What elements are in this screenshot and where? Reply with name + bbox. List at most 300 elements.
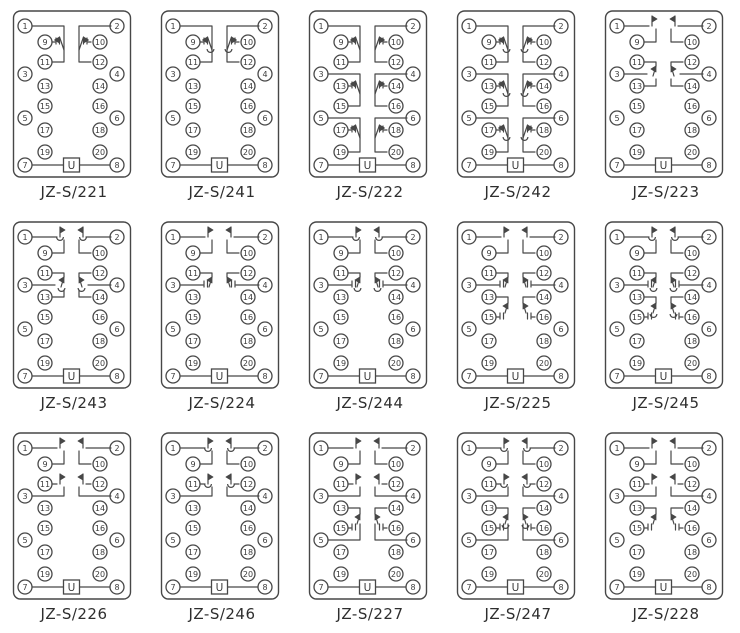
terminal-16 bbox=[93, 521, 107, 535]
svg-text:U: U bbox=[215, 581, 224, 594]
svg-text:1: 1 bbox=[170, 443, 176, 453]
svg-text:15: 15 bbox=[631, 101, 643, 111]
terminal-1 bbox=[166, 441, 180, 455]
svg-text:1: 1 bbox=[170, 21, 176, 31]
relay-wiring-diagram bbox=[296, 211, 444, 389]
svg-text:6: 6 bbox=[410, 535, 416, 545]
diagram-cell bbox=[0, 422, 148, 633]
svg-text:15: 15 bbox=[335, 312, 347, 322]
svg-text:7: 7 bbox=[318, 371, 324, 381]
terminal-16 bbox=[685, 521, 699, 535]
svg-text:12: 12 bbox=[390, 479, 402, 489]
svg-text:15: 15 bbox=[335, 101, 347, 111]
svg-text:18: 18 bbox=[538, 336, 550, 346]
terminal-16 bbox=[685, 310, 699, 324]
svg-text:3: 3 bbox=[22, 491, 28, 501]
terminal-6 bbox=[406, 533, 420, 547]
svg-text:2: 2 bbox=[114, 21, 120, 31]
terminal-8 bbox=[702, 158, 716, 172]
svg-text:5: 5 bbox=[318, 324, 324, 334]
svg-text:3: 3 bbox=[466, 280, 472, 290]
svg-text:14: 14 bbox=[686, 292, 698, 302]
svg-text:17: 17 bbox=[335, 336, 347, 346]
relay-wiring-diagram bbox=[0, 422, 148, 600]
svg-text:11: 11 bbox=[631, 57, 643, 67]
svg-text:12: 12 bbox=[390, 268, 402, 278]
svg-text:16: 16 bbox=[390, 101, 402, 111]
svg-text:13: 13 bbox=[631, 503, 643, 513]
terminal-10 bbox=[241, 35, 255, 49]
terminal-19 bbox=[482, 145, 496, 159]
terminal-4 bbox=[554, 67, 568, 81]
diagram-label: JZ-S/243 bbox=[40, 394, 108, 412]
terminal-11 bbox=[630, 477, 644, 491]
svg-text:20: 20 bbox=[538, 569, 550, 579]
terminal-13 bbox=[482, 501, 496, 515]
svg-text:3: 3 bbox=[614, 491, 620, 501]
svg-text:16: 16 bbox=[390, 312, 402, 322]
terminal-19 bbox=[482, 356, 496, 370]
terminal-8 bbox=[702, 580, 716, 594]
svg-text:4: 4 bbox=[262, 69, 268, 79]
terminal-1 bbox=[166, 230, 180, 244]
svg-text:20: 20 bbox=[538, 147, 550, 157]
terminal-15 bbox=[482, 310, 496, 324]
svg-text:17: 17 bbox=[631, 125, 643, 135]
terminal-1 bbox=[166, 19, 180, 33]
terminal-9 bbox=[482, 35, 496, 49]
terminal-17 bbox=[334, 123, 348, 137]
terminal-9 bbox=[186, 457, 200, 471]
terminal-20 bbox=[93, 145, 107, 159]
svg-text:10: 10 bbox=[538, 37, 550, 47]
svg-text:17: 17 bbox=[39, 125, 51, 135]
terminal-1 bbox=[462, 230, 476, 244]
relay-wiring-diagram bbox=[148, 0, 296, 178]
terminal-7 bbox=[18, 369, 32, 383]
terminal-19 bbox=[482, 567, 496, 581]
terminal-14 bbox=[241, 501, 255, 515]
svg-text:13: 13 bbox=[335, 292, 347, 302]
svg-text:8: 8 bbox=[410, 582, 416, 592]
svg-text:16: 16 bbox=[686, 523, 698, 533]
svg-text:U: U bbox=[67, 581, 76, 594]
terminal-10 bbox=[241, 246, 255, 260]
svg-text:7: 7 bbox=[22, 160, 28, 170]
terminal-4 bbox=[258, 278, 272, 292]
terminal-4 bbox=[406, 489, 420, 503]
svg-text:19: 19 bbox=[483, 569, 495, 579]
terminal-9 bbox=[334, 457, 348, 471]
terminal-18 bbox=[93, 334, 107, 348]
svg-text:1: 1 bbox=[22, 232, 28, 242]
terminal-18 bbox=[389, 334, 403, 348]
svg-text:U: U bbox=[511, 159, 520, 172]
svg-text:6: 6 bbox=[114, 113, 120, 123]
terminal-8 bbox=[110, 158, 124, 172]
power-terminal-u bbox=[64, 369, 80, 383]
terminal-3 bbox=[314, 489, 328, 503]
terminal-14 bbox=[93, 79, 107, 93]
terminal-1 bbox=[462, 441, 476, 455]
terminal-10 bbox=[93, 457, 107, 471]
svg-text:9: 9 bbox=[634, 248, 640, 258]
terminal-1 bbox=[314, 230, 328, 244]
svg-text:12: 12 bbox=[94, 268, 106, 278]
terminal-2 bbox=[702, 19, 716, 33]
svg-text:6: 6 bbox=[410, 324, 416, 334]
svg-text:1: 1 bbox=[318, 443, 324, 453]
diagram-label: JZ-S/228 bbox=[632, 605, 700, 623]
svg-text:U: U bbox=[363, 370, 372, 383]
svg-text:14: 14 bbox=[242, 81, 254, 91]
svg-text:19: 19 bbox=[631, 147, 643, 157]
svg-text:19: 19 bbox=[335, 569, 347, 579]
terminal-10 bbox=[389, 457, 403, 471]
terminal-4 bbox=[702, 67, 716, 81]
svg-text:15: 15 bbox=[39, 523, 51, 533]
terminal-7 bbox=[462, 369, 476, 383]
svg-text:9: 9 bbox=[190, 37, 196, 47]
svg-text:18: 18 bbox=[242, 336, 254, 346]
terminal-19 bbox=[186, 356, 200, 370]
svg-text:4: 4 bbox=[114, 69, 120, 79]
terminal-7 bbox=[610, 580, 624, 594]
svg-text:3: 3 bbox=[614, 280, 620, 290]
power-terminal-u bbox=[212, 369, 228, 383]
svg-text:16: 16 bbox=[686, 312, 698, 322]
terminal-7 bbox=[166, 158, 180, 172]
terminal-20 bbox=[389, 567, 403, 581]
svg-text:8: 8 bbox=[114, 160, 120, 170]
terminal-7 bbox=[610, 369, 624, 383]
terminal-9 bbox=[38, 246, 52, 260]
diagram-label: JZ-S/221 bbox=[40, 183, 108, 201]
svg-text:18: 18 bbox=[94, 336, 106, 346]
svg-text:11: 11 bbox=[483, 268, 495, 278]
svg-text:19: 19 bbox=[39, 569, 51, 579]
terminal-15 bbox=[186, 521, 200, 535]
svg-text:18: 18 bbox=[686, 336, 698, 346]
terminal-16 bbox=[241, 99, 255, 113]
svg-text:3: 3 bbox=[318, 280, 324, 290]
power-terminal-u bbox=[508, 158, 524, 172]
svg-text:15: 15 bbox=[483, 312, 495, 322]
terminal-7 bbox=[314, 369, 328, 383]
relay-wiring-diagram bbox=[444, 422, 592, 600]
svg-text:6: 6 bbox=[410, 113, 416, 123]
svg-text:14: 14 bbox=[94, 292, 106, 302]
svg-text:3: 3 bbox=[466, 69, 472, 79]
svg-text:1: 1 bbox=[318, 232, 324, 242]
terminal-13 bbox=[334, 501, 348, 515]
terminal-16 bbox=[241, 521, 255, 535]
terminal-8 bbox=[258, 580, 272, 594]
svg-text:4: 4 bbox=[410, 491, 416, 501]
relay-wiring-diagram bbox=[592, 422, 740, 600]
terminal-10 bbox=[93, 246, 107, 260]
terminal-5 bbox=[610, 322, 624, 336]
terminal-7 bbox=[18, 158, 32, 172]
diagram-cell bbox=[296, 0, 444, 211]
terminal-9 bbox=[482, 457, 496, 471]
svg-text:16: 16 bbox=[538, 523, 550, 533]
svg-text:17: 17 bbox=[483, 547, 495, 557]
svg-text:6: 6 bbox=[262, 324, 268, 334]
terminal-7 bbox=[462, 580, 476, 594]
terminal-11 bbox=[630, 55, 644, 69]
terminal-5 bbox=[166, 533, 180, 547]
terminal-13 bbox=[630, 79, 644, 93]
terminal-6 bbox=[702, 322, 716, 336]
terminal-11 bbox=[482, 266, 496, 280]
terminal-4 bbox=[110, 67, 124, 81]
terminal-14 bbox=[93, 290, 107, 304]
terminal-18 bbox=[93, 123, 107, 137]
power-terminal-u bbox=[64, 580, 80, 594]
terminal-18 bbox=[537, 545, 551, 559]
terminal-18 bbox=[241, 123, 255, 137]
relay-wiring-diagram bbox=[0, 211, 148, 389]
terminal-5 bbox=[462, 111, 476, 125]
terminal-18 bbox=[685, 545, 699, 559]
terminal-6 bbox=[554, 533, 568, 547]
svg-text:19: 19 bbox=[335, 358, 347, 368]
terminal-3 bbox=[610, 278, 624, 292]
terminal-15 bbox=[38, 521, 52, 535]
svg-text:11: 11 bbox=[39, 479, 51, 489]
svg-text:3: 3 bbox=[318, 69, 324, 79]
svg-text:5: 5 bbox=[614, 113, 620, 123]
terminal-13 bbox=[186, 501, 200, 515]
terminal-8 bbox=[702, 369, 716, 383]
terminal-12 bbox=[685, 55, 699, 69]
relay-wiring-diagram bbox=[296, 0, 444, 178]
svg-text:14: 14 bbox=[390, 503, 402, 513]
svg-text:19: 19 bbox=[187, 147, 199, 157]
svg-text:17: 17 bbox=[483, 336, 495, 346]
relay-wiring-diagram bbox=[296, 422, 444, 600]
svg-text:4: 4 bbox=[558, 491, 564, 501]
terminal-7 bbox=[610, 158, 624, 172]
svg-text:9: 9 bbox=[338, 459, 344, 469]
terminal-10 bbox=[93, 35, 107, 49]
svg-text:10: 10 bbox=[686, 248, 698, 258]
terminal-3 bbox=[166, 67, 180, 81]
terminal-19 bbox=[186, 567, 200, 581]
diagram-label: JZ-S/227 bbox=[336, 605, 404, 623]
terminal-20 bbox=[685, 567, 699, 581]
svg-text:10: 10 bbox=[686, 37, 698, 47]
svg-text:10: 10 bbox=[242, 459, 254, 469]
svg-text:16: 16 bbox=[538, 101, 550, 111]
terminal-15 bbox=[38, 99, 52, 113]
svg-text:2: 2 bbox=[262, 232, 268, 242]
terminal-9 bbox=[38, 35, 52, 49]
svg-text:20: 20 bbox=[390, 569, 402, 579]
svg-text:U: U bbox=[67, 159, 76, 172]
terminal-2 bbox=[554, 441, 568, 455]
terminal-20 bbox=[389, 356, 403, 370]
diagram-cell bbox=[296, 211, 444, 422]
svg-text:8: 8 bbox=[558, 160, 564, 170]
svg-text:9: 9 bbox=[42, 459, 48, 469]
terminal-8 bbox=[554, 158, 568, 172]
terminal-6 bbox=[554, 322, 568, 336]
svg-text:15: 15 bbox=[187, 312, 199, 322]
svg-text:5: 5 bbox=[466, 113, 472, 123]
terminal-11 bbox=[482, 55, 496, 69]
svg-text:4: 4 bbox=[262, 280, 268, 290]
terminal-18 bbox=[685, 123, 699, 137]
terminal-12 bbox=[93, 477, 107, 491]
svg-text:7: 7 bbox=[170, 160, 176, 170]
svg-text:19: 19 bbox=[631, 358, 643, 368]
svg-text:8: 8 bbox=[558, 371, 564, 381]
svg-text:16: 16 bbox=[242, 312, 254, 322]
diagram-cell bbox=[592, 211, 740, 422]
svg-text:13: 13 bbox=[39, 81, 51, 91]
svg-text:7: 7 bbox=[318, 160, 324, 170]
terminal-6 bbox=[554, 111, 568, 125]
terminal-11 bbox=[38, 55, 52, 69]
svg-text:7: 7 bbox=[614, 371, 620, 381]
svg-text:12: 12 bbox=[538, 268, 550, 278]
terminal-4 bbox=[406, 67, 420, 81]
terminal-4 bbox=[554, 278, 568, 292]
terminal-17 bbox=[38, 334, 52, 348]
terminal-17 bbox=[482, 123, 496, 137]
svg-text:13: 13 bbox=[335, 81, 347, 91]
terminal-4 bbox=[110, 278, 124, 292]
terminal-5 bbox=[610, 111, 624, 125]
terminal-16 bbox=[537, 521, 551, 535]
terminal-18 bbox=[685, 334, 699, 348]
terminal-2 bbox=[110, 19, 124, 33]
terminal-9 bbox=[630, 35, 644, 49]
terminal-3 bbox=[314, 67, 328, 81]
terminal-12 bbox=[389, 55, 403, 69]
svg-text:12: 12 bbox=[538, 479, 550, 489]
svg-text:2: 2 bbox=[558, 21, 564, 31]
terminal-9 bbox=[630, 457, 644, 471]
svg-text:15: 15 bbox=[483, 523, 495, 533]
terminal-15 bbox=[482, 99, 496, 113]
terminal-2 bbox=[258, 441, 272, 455]
terminal-7 bbox=[18, 580, 32, 594]
diagram-cell bbox=[592, 422, 740, 633]
power-terminal-u bbox=[64, 158, 80, 172]
svg-text:13: 13 bbox=[483, 81, 495, 91]
svg-text:10: 10 bbox=[686, 459, 698, 469]
terminal-2 bbox=[406, 230, 420, 244]
svg-text:20: 20 bbox=[242, 569, 254, 579]
svg-text:12: 12 bbox=[242, 479, 254, 489]
svg-text:3: 3 bbox=[170, 280, 176, 290]
terminal-13 bbox=[482, 79, 496, 93]
terminal-19 bbox=[630, 145, 644, 159]
svg-text:U: U bbox=[511, 370, 520, 383]
svg-text:18: 18 bbox=[390, 547, 402, 557]
svg-text:15: 15 bbox=[483, 101, 495, 111]
terminal-5 bbox=[314, 111, 328, 125]
terminal-3 bbox=[18, 67, 32, 81]
svg-text:20: 20 bbox=[94, 358, 106, 368]
svg-text:13: 13 bbox=[39, 292, 51, 302]
svg-text:20: 20 bbox=[242, 147, 254, 157]
svg-text:U: U bbox=[215, 370, 224, 383]
svg-text:19: 19 bbox=[631, 569, 643, 579]
svg-text:16: 16 bbox=[390, 523, 402, 533]
diagram-cell bbox=[592, 0, 740, 211]
svg-text:10: 10 bbox=[242, 37, 254, 47]
diagram-cell bbox=[444, 211, 592, 422]
terminal-4 bbox=[554, 489, 568, 503]
terminal-18 bbox=[241, 545, 255, 559]
terminal-3 bbox=[610, 489, 624, 503]
svg-text:10: 10 bbox=[242, 248, 254, 258]
svg-text:1: 1 bbox=[614, 232, 620, 242]
terminal-19 bbox=[186, 145, 200, 159]
svg-text:12: 12 bbox=[242, 268, 254, 278]
svg-text:5: 5 bbox=[170, 113, 176, 123]
terminal-18 bbox=[241, 334, 255, 348]
svg-text:20: 20 bbox=[390, 358, 402, 368]
svg-text:5: 5 bbox=[466, 535, 472, 545]
svg-text:5: 5 bbox=[614, 324, 620, 334]
svg-text:U: U bbox=[659, 581, 668, 594]
terminal-17 bbox=[186, 334, 200, 348]
terminal-17 bbox=[38, 545, 52, 559]
svg-text:7: 7 bbox=[614, 582, 620, 592]
terminal-14 bbox=[685, 290, 699, 304]
terminal-6 bbox=[258, 533, 272, 547]
svg-text:15: 15 bbox=[39, 101, 51, 111]
svg-text:16: 16 bbox=[94, 101, 106, 111]
terminal-5 bbox=[462, 533, 476, 547]
svg-text:12: 12 bbox=[94, 57, 106, 67]
diagram-label: JZ-S/241 bbox=[188, 183, 256, 201]
svg-text:1: 1 bbox=[466, 232, 472, 242]
terminal-13 bbox=[482, 290, 496, 304]
terminal-10 bbox=[241, 457, 255, 471]
svg-text:18: 18 bbox=[686, 125, 698, 135]
svg-text:11: 11 bbox=[187, 479, 199, 489]
terminal-4 bbox=[406, 278, 420, 292]
svg-text:14: 14 bbox=[94, 81, 106, 91]
terminal-3 bbox=[166, 489, 180, 503]
terminal-7 bbox=[462, 158, 476, 172]
svg-text:10: 10 bbox=[390, 459, 402, 469]
terminal-15 bbox=[186, 99, 200, 113]
svg-text:9: 9 bbox=[486, 37, 492, 47]
terminal-20 bbox=[93, 567, 107, 581]
terminal-1 bbox=[314, 441, 328, 455]
terminal-5 bbox=[314, 533, 328, 547]
diagram-cell bbox=[148, 211, 296, 422]
terminal-11 bbox=[38, 266, 52, 280]
svg-text:18: 18 bbox=[242, 547, 254, 557]
svg-text:8: 8 bbox=[410, 371, 416, 381]
svg-text:17: 17 bbox=[39, 336, 51, 346]
svg-text:9: 9 bbox=[338, 248, 344, 258]
svg-text:4: 4 bbox=[262, 491, 268, 501]
svg-text:11: 11 bbox=[335, 57, 347, 67]
svg-text:1: 1 bbox=[22, 443, 28, 453]
svg-text:14: 14 bbox=[538, 292, 550, 302]
svg-text:6: 6 bbox=[558, 324, 564, 334]
svg-text:11: 11 bbox=[631, 268, 643, 278]
